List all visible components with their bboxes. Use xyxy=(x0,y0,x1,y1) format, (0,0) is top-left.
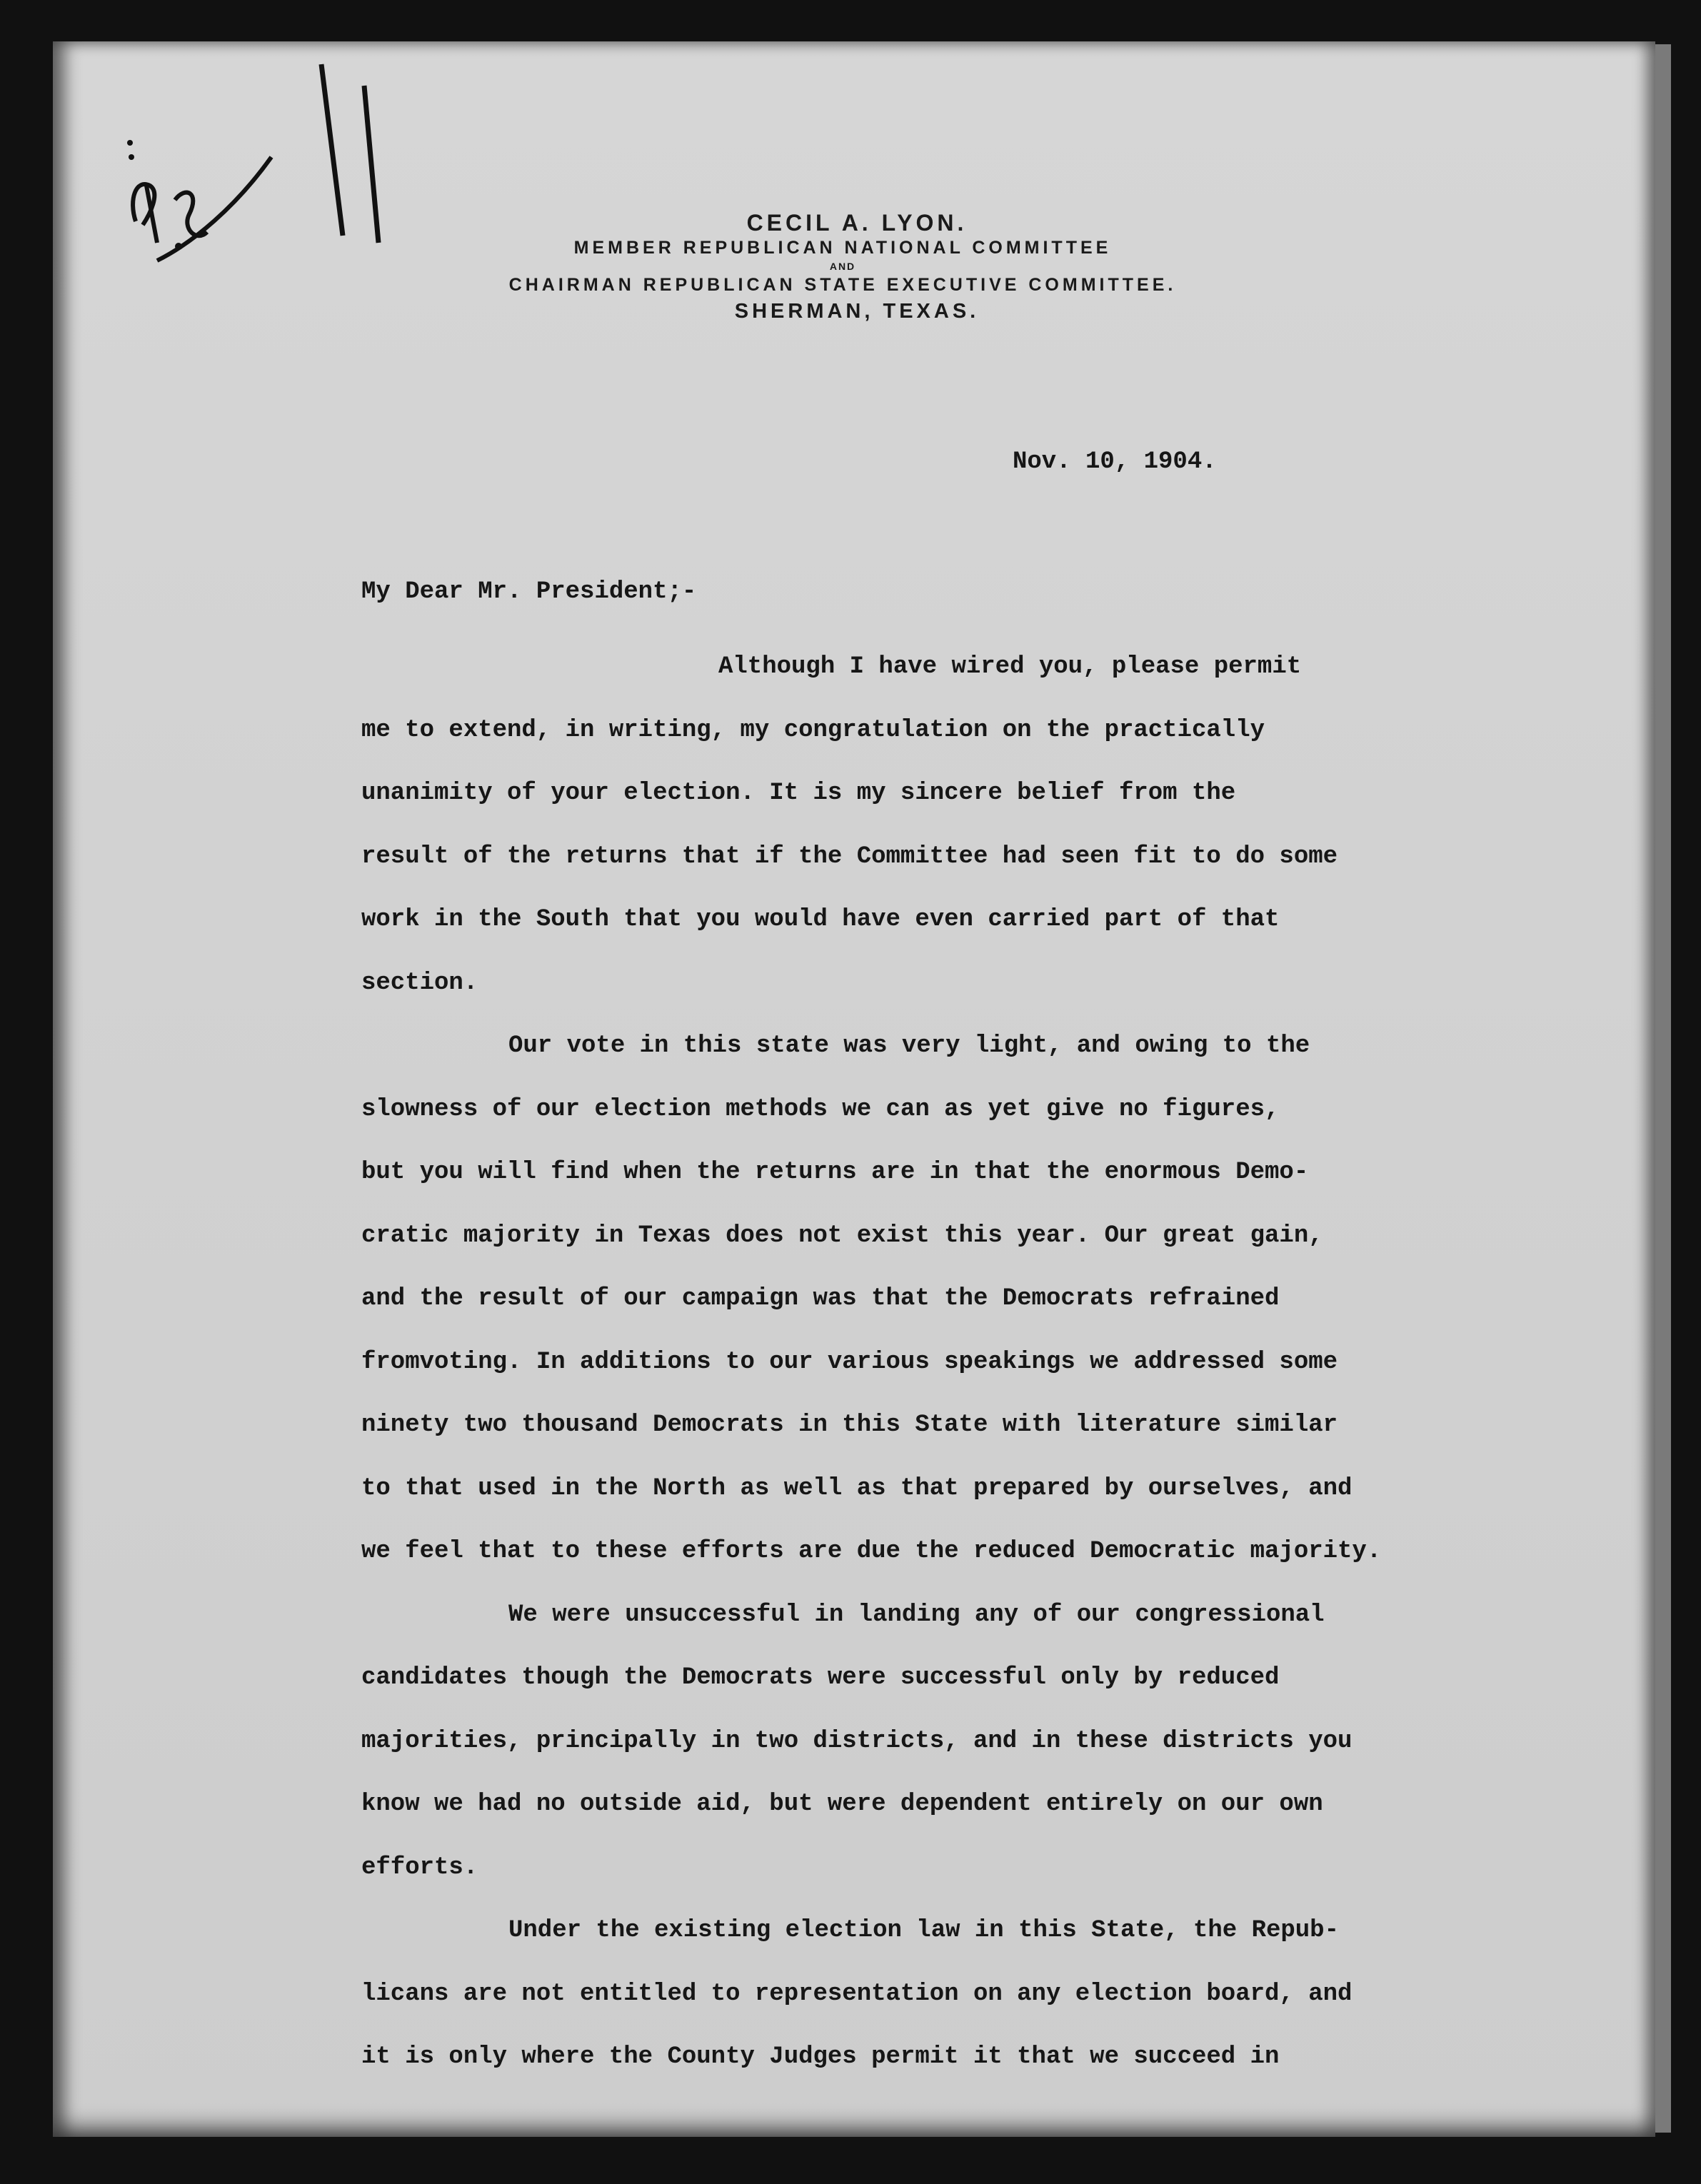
body-line: work in the South that you would have even carried part of that xyxy=(361,906,1280,933)
body-line: unanimity of your election. It is my sincere belief from the xyxy=(361,780,1236,807)
body-line: slowness of our election methods we can as yet give no figures, xyxy=(361,1095,1280,1123)
letterhead-name: CECIL A. LYON. xyxy=(746,210,968,236)
body-line: and the result of our campaign was that the Democrats refrained xyxy=(361,1285,1280,1312)
body-line: but you will find when the returns are in that the enormous Demo- xyxy=(361,1159,1309,1186)
body-line: ninety two thousand Democrats in this State with literature similar xyxy=(361,1411,1338,1439)
letter-date: Nov. 10, 1904. xyxy=(1013,448,1217,475)
body-line: section. xyxy=(361,969,478,997)
letterhead-line-1: MEMBER REPUBLICAN NATIONAL COMMITTEE xyxy=(573,238,1112,258)
body-line: licans are not entitled to representation on any election board, and xyxy=(361,1980,1353,2008)
body-line: it is only where the County Judges permit it that we succeed in xyxy=(361,2043,1280,2070)
body-line: Although I have wired you, please permit xyxy=(718,653,1302,680)
handwritten-annotation xyxy=(107,100,293,271)
body-line: know we had no outside aid, but were dependent entirely on our own xyxy=(361,1791,1323,1818)
body-line: majorities, principally in two districts, and in these districts you xyxy=(361,1727,1353,1755)
letter-body xyxy=(361,635,1447,2089)
body-line: efforts. xyxy=(361,1853,478,1881)
body-line: to that used in the North as well as that prepared by ourselves, and xyxy=(361,1474,1353,1502)
letterhead-city: SHERMAN, TEXAS. xyxy=(734,300,980,323)
letterhead xyxy=(400,208,1285,327)
body-line: cratic majority in Texas does not exist this year. Our great gain, xyxy=(361,1222,1323,1249)
salutation: My Dear Mr. President;- xyxy=(361,578,697,605)
body-line: result of the returns that if the Committee had seen fit to do some xyxy=(361,842,1338,870)
body-line: We were unsuccessful in landing any of our congressional xyxy=(508,1601,1325,1629)
letterhead-and: AND xyxy=(829,261,856,272)
body-line: Our vote in this state was very light, and owing to the xyxy=(508,1032,1310,1060)
body-line: candidates though the Democrats were successful only by reduced xyxy=(361,1664,1280,1691)
body-line: fromvoting. In additions to our various speakings we addressed some xyxy=(361,1348,1338,1376)
body-line: Under the existing election law in this State, the Repub- xyxy=(508,1917,1339,1944)
page-edge xyxy=(1655,44,1671,2133)
letterhead-line-2: CHAIRMAN REPUBLICAN STATE EXECUTIVE COMMITTEE. xyxy=(508,275,1177,295)
body-line: me to extend, in writing, my congratulation on the practically xyxy=(361,716,1265,744)
body-line: we feel that to these efforts are due the reduced Democratic majority. xyxy=(361,1538,1382,1565)
